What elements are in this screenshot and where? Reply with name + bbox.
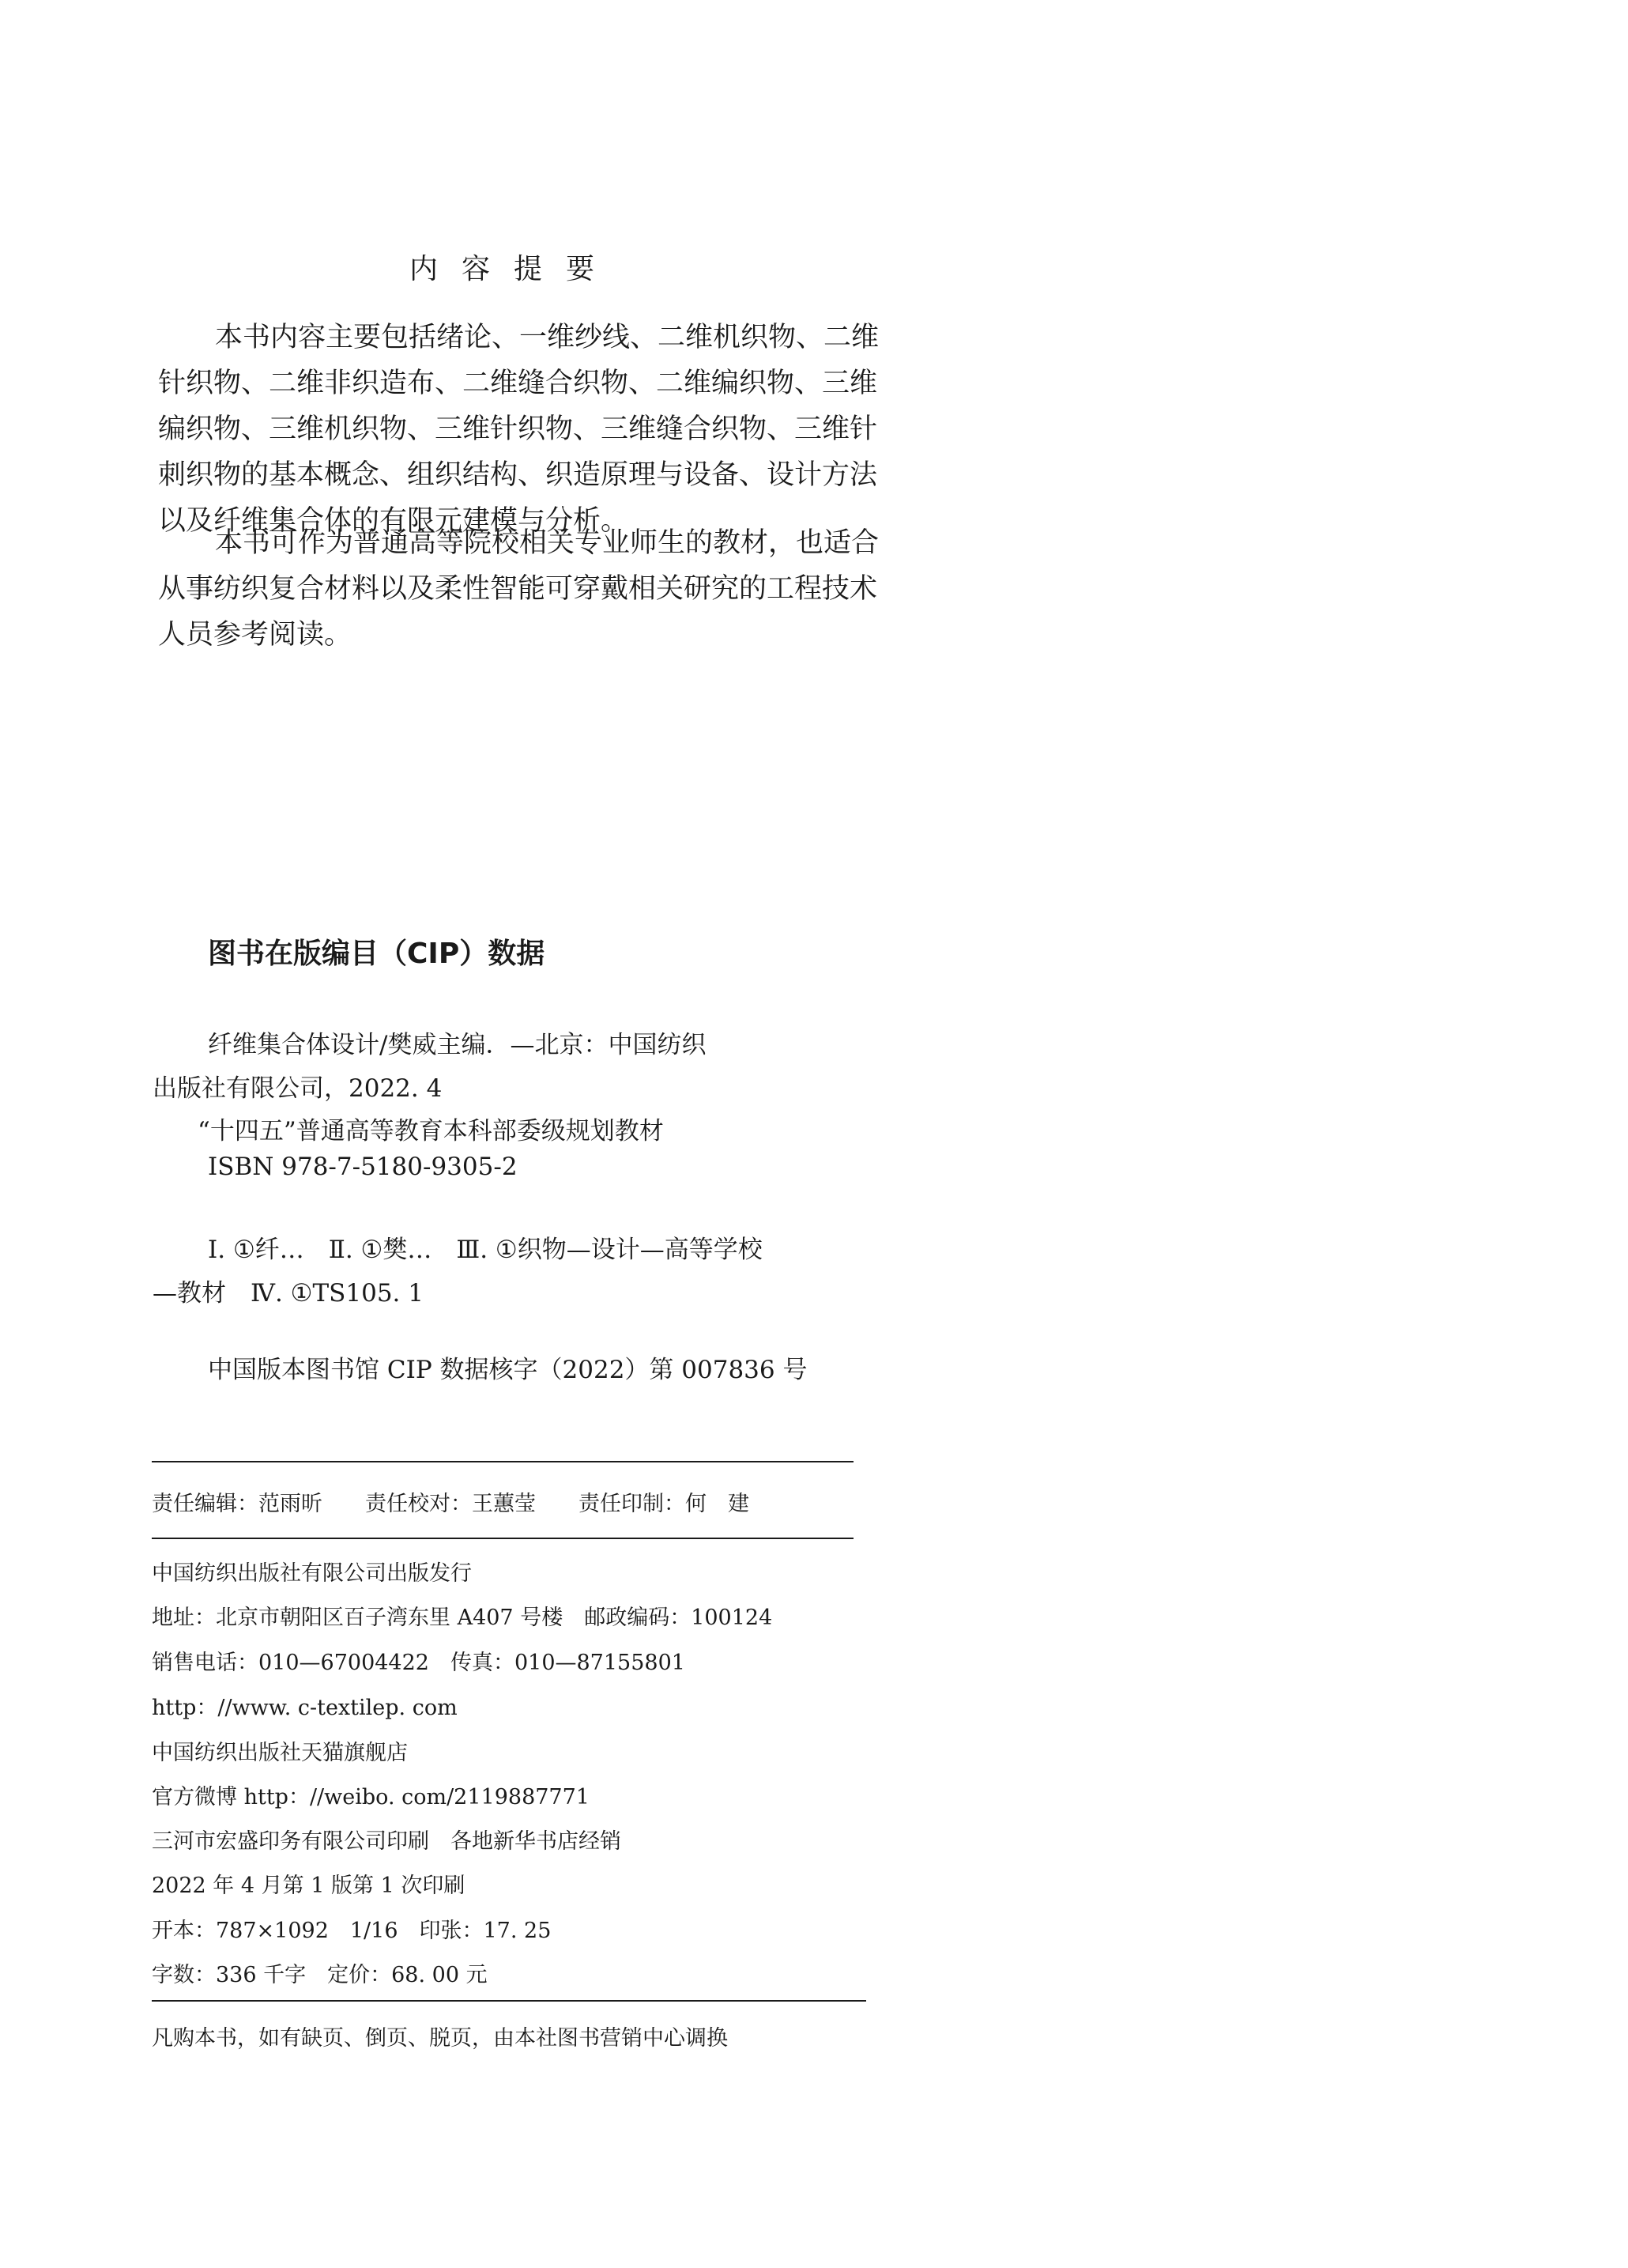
cip-isbn-line: ISBN 978-7-5180-9305-2 (208, 1153, 518, 1181)
summary-line: 刺织物的基本概念、组织结构、织造原理与设备、设计方法 (158, 459, 878, 491)
price-line: 字数：336 千字 定价：68. 00 元 (152, 1963, 488, 1987)
cip-classification-line-2: —教材 Ⅳ. ①TS105. 1 (153, 1279, 424, 1308)
summary-paragraph-2 (158, 520, 880, 658)
cip-classification-line: Ⅰ. ①纤… Ⅱ. ①樊… Ⅲ. ①织物—设计—高等学校 (208, 1236, 763, 1264)
phone-line: 销售电话：010—67004422 传真：010—87155801 (152, 1651, 685, 1675)
edition-line: 2022 年 4 月第 1 版第 1 次印刷 (152, 1874, 465, 1898)
summary-line: 人员参考阅读。 (158, 619, 352, 651)
cip-series-line: “十四五”普通高等教育本科部委级规划教材 (198, 1117, 664, 1145)
website-line: http：//www. c-textilep. com (152, 1696, 458, 1720)
summary-title: 内容提要 (409, 253, 618, 285)
summary-line: 针织物、二维非织造布、二维缝合织物、二维编织物、三维 (158, 368, 878, 399)
summary-line: 本书内容主要包括绪论、一维纱线、二维机织物、二维 (215, 322, 880, 353)
cip-title-line: 纤维集合体设计/樊威主编．—北京：中国纺织 (208, 1031, 707, 1059)
weibo-line: 官方微博 http：//weibo. com/2119887771 (152, 1785, 590, 1809)
notice-line: 凡购本书，如有缺页、倒页、脱页，由本社图书营销中心调换 (152, 2026, 728, 2051)
summary-paragraph-1 (158, 315, 880, 544)
summary-line: 以及纤维集合体的有限元建模与分析。 (158, 505, 629, 537)
summary-line: 本书可作为普通高等院校相关专业师生的教材，也适合 (215, 527, 880, 559)
address-line: 地址：北京市朝阳区百子湾东里 A407 号楼 邮政编码：100124 (152, 1606, 773, 1630)
format-line: 开本：787×1092 1/16 印张：17. 25 (152, 1919, 552, 1943)
cip-publisher-line: 出版社有限公司，2022. 4 (153, 1074, 443, 1103)
cip-heading: 图书在版编目（CIP）数据 (208, 938, 545, 970)
summary-line: 编织物、三维机织物、三维针织物、三维缝合织物、三维针 (158, 413, 878, 445)
editors-line: 责任编辑：范雨昕 责任校对：王蕙莹 责任印制：何 建 (152, 1492, 749, 1516)
divider-rule (152, 1461, 854, 1462)
divider-rule (152, 1538, 854, 1539)
divider-rule (152, 2000, 866, 2002)
summary-line: 从事纺织复合材料以及柔性智能可穿戴相关研究的工程技术 (158, 573, 878, 605)
publisher-line: 中国纺织出版社有限公司出版发行 (152, 1561, 472, 1586)
tmall-store-line: 中国纺织出版社天猫旗舰店 (152, 1741, 408, 1765)
cip-record-number: 中国版本图书馆 CIP 数据核字（2022）第 007836 号 (208, 1356, 808, 1384)
printer-line: 三河市宏盛印务有限公司印刷 各地新华书店经销 (152, 1829, 621, 1854)
